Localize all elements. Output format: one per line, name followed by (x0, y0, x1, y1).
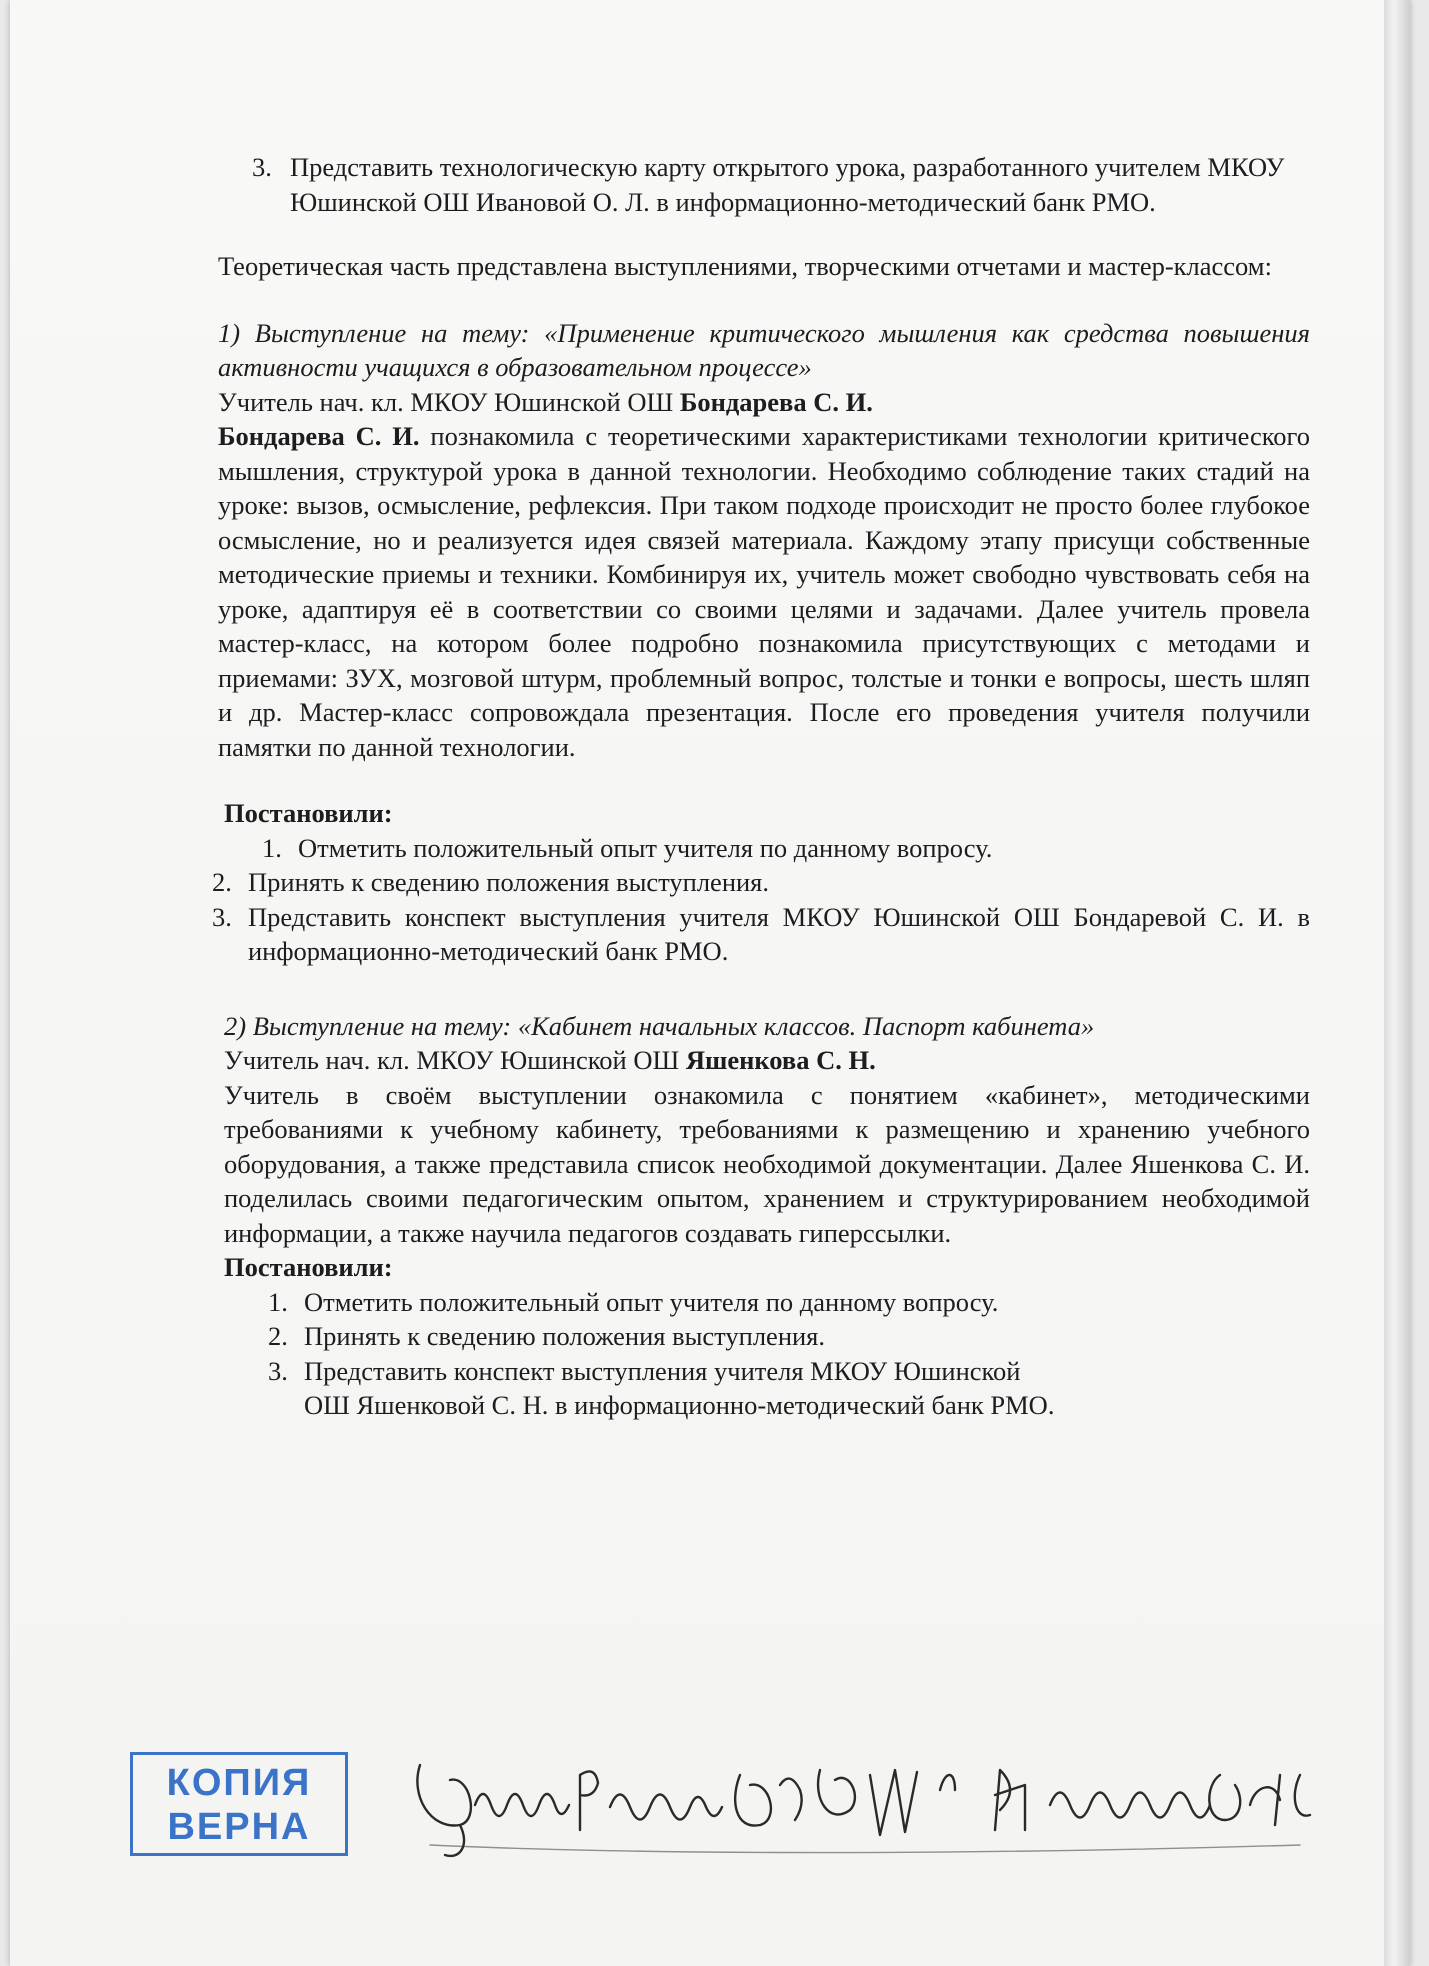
talk2-resolved-heading: Постановили: (224, 1252, 393, 1282)
list-item-3 (252, 150, 1310, 219)
list-text: Отметить положительный опыт учителя по данному вопросу. (298, 832, 993, 863)
document-body (212, 150, 1310, 1423)
talk2-speaker-prefix: Учитель нач. кл. МКОУ Юшинской ОШ (224, 1045, 686, 1075)
talk2-body: Учитель в своём выступлении ознакомила с понятием «кабинет», методическими требованиями к учебному кабинету, требованиями к размещению и хранению учебного оборудования, а также представила список необходимой документации. Далее Яшенкова С. И. поделилась своими педагогическим опытом, хранением и структурированием необходимой информации, а также научила педагогов создавать гиперссылки. (224, 1079, 1310, 1248)
handwritten-signature (400, 1735, 1330, 1865)
list-text: Представить конспект выступления учителя МКОУ Юшинской ОШ Бондаревой С. И. в информационно-методический банк РМО. (248, 901, 1310, 966)
list-item (268, 1285, 1310, 1320)
list-number: 1. (262, 832, 282, 863)
list-item (262, 831, 1310, 866)
list-number: 1. (268, 1286, 288, 1317)
list-number: 2. (268, 1321, 288, 1351)
list-item (212, 865, 1310, 900)
talk2-title: 2) Выступление на тему: «Кабинет начальных классов. Паспорт кабинета» (224, 1010, 1095, 1041)
talk2-speaker (224, 1043, 1310, 1078)
signature-drawing (400, 1735, 1330, 1865)
talk1-speaker-name: Бондарева С. И. (679, 386, 873, 417)
document-page (10, 0, 1410, 1966)
list-item (268, 1319, 1310, 1354)
page-edge (1384, 0, 1410, 1966)
talk1-decisions (212, 831, 1310, 969)
list-text: Принять к сведению положения выступления. (304, 1321, 825, 1351)
talk1-body (218, 419, 1310, 764)
list-number: 2. (212, 867, 232, 897)
list-item (212, 900, 1310, 969)
list-number: 3. (268, 1355, 288, 1386)
talk1-title: 1) Выступление на тему: «Применение критического мышления как средства повышения активности учащихся в образовательном процессе» (218, 317, 1310, 382)
talk1-body-name: Бондарева С. И. (218, 421, 420, 451)
stamp-line-2: ВЕРНА (167, 1806, 311, 1848)
talk1-speaker (218, 385, 1310, 420)
copy-verified-stamp (130, 1752, 348, 1856)
list-number: 3. (212, 901, 232, 932)
list-number: 3. (252, 152, 272, 182)
talk1-resolved-heading: Постановили: (224, 798, 393, 828)
list-text: Отметить положительный опыт учителя по данному вопросу. (304, 1286, 999, 1317)
talk1-speaker-prefix: Учитель нач. кл. МКОУ Юшинской ОШ (218, 386, 680, 417)
talk2-speaker-name: Яшенкова С. Н. (685, 1045, 876, 1075)
theory-intro: Теоретическая часть представлена выступлениями, творческими отчетами и мастер-классом: (218, 251, 1272, 281)
talk2-decisions (218, 1285, 1310, 1423)
talk1-body-text: познакомила с теоретическими характеристиками технологии критического мышления, структурой урока в данной технологии. Необходимо соблюдение таких стадий на уроке: вызов, осмысление, рефлексия. При таком подходе происходит не просто более глубокое осмысление, но и реализуется идея связей материала. Каждому этапу присущи собственные методические приемы и техники. Комбинируя их, учитель может свободно чувствовать себя на уроке, адаптируя её в соответствии со своими целями и задачами. Далее учитель провела мастер-класс, на котором более подробно познакомила присутствующих с методами и приемами: ЗУХ, мозговой штурм, проблемный вопрос, толстые и тонки е вопросы, шесть шляп и др. Мастер-класс сопровождала презентация. После его проведения учителя получили памятки по данной технологии. (218, 421, 1310, 762)
list-item (268, 1354, 1068, 1423)
list-text: Представить технологическую карту открытого урока, разработанного учителем МКОУ Юшинской ОШ Ивановой О. Л. в информационно-методический банк РМО. (290, 152, 1285, 217)
list-text: Принять к сведению положения выступления. (248, 867, 769, 897)
stamp-line-1: КОПИЯ (166, 1762, 312, 1804)
list-text: Представить конспект выступления учителя МКОУ Юшинской ОШ Яшенковой С. Н. в информационно-методический банк РМО. (304, 1355, 1055, 1420)
